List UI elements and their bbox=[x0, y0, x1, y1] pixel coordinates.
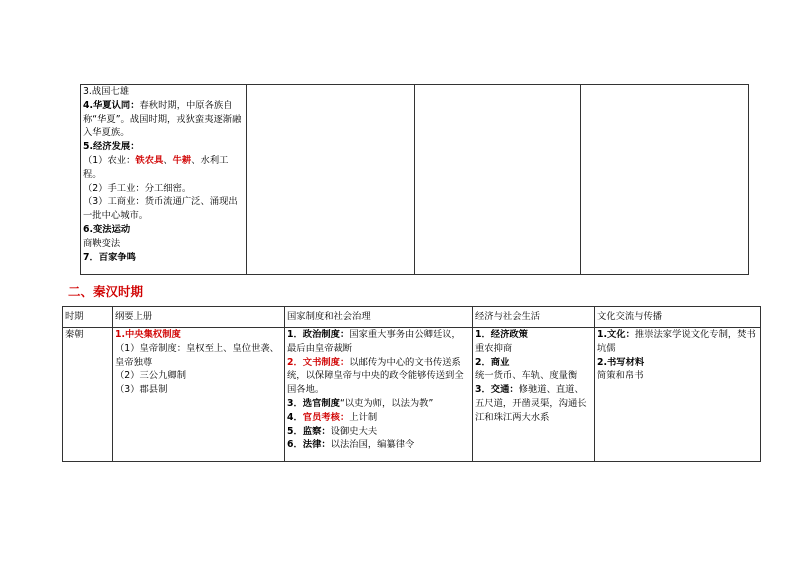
governance-cell bbox=[285, 328, 473, 462]
empty-cell-4 bbox=[581, 85, 749, 275]
header-period: 时期 bbox=[63, 307, 113, 328]
economy-heading: 5.经济发展： bbox=[83, 141, 140, 153]
prefecture-county-line: （3）郡县制 bbox=[115, 384, 168, 396]
commerce-line: （3）工商业：货币流通广泛、涌现出一批中心城市。 bbox=[83, 196, 238, 222]
three-ministers-line: （2）三公九卿制 bbox=[115, 370, 186, 382]
writing-material-text: 简策和帛书 bbox=[597, 370, 644, 382]
economic-policy-heading: 1．经济政策 bbox=[475, 329, 528, 340]
official-assessment-item: 4．官员考核：上计制 bbox=[287, 411, 378, 423]
supervision-item: 5．监察：设御史大夫 bbox=[287, 425, 378, 437]
central-power-heading: 1.中央集权制度 bbox=[115, 329, 181, 340]
empty-cell-2 bbox=[247, 85, 415, 275]
handicraft-line: （2）手工业：分工细密。 bbox=[83, 182, 192, 194]
economy-cell bbox=[473, 328, 595, 462]
law-item: 6．法律：以法治国，编纂律令 bbox=[287, 439, 415, 451]
empty-cell-3 bbox=[415, 85, 581, 275]
seven-powers-line: 3.战国七雄 bbox=[83, 86, 130, 97]
header-governance: 国家制度和社会治理 bbox=[285, 307, 473, 328]
transport-item: 3．交通：修驰道、直道、五尺道，开凿灵渠，沟通长江和珠江两大水系 bbox=[475, 384, 587, 423]
document-system-item: 2．文书制度：以邮传为中心的文书传送系统，以保障皇帝与中央的政令能够传送到全国各地。 bbox=[287, 356, 464, 396]
culture-item: 1.文化：推崇法家学说文化专制，焚书坑儒 bbox=[597, 329, 756, 354]
header-economy: 经济与社会生活 bbox=[473, 307, 595, 328]
section-title: 二、秦汉时期 bbox=[68, 284, 144, 299]
qin-han-table bbox=[62, 306, 761, 462]
political-system-item: 1．政治制度：国家重大事务由公卿廷议，最后由皇帝裁断 bbox=[287, 329, 461, 354]
header-row bbox=[63, 307, 761, 328]
hundred-schools-line: 7．百家争鸣 bbox=[83, 251, 136, 263]
agriculture-line: （1）农业：铁农具、牛耕、水利工程。 bbox=[83, 154, 229, 180]
qin-row bbox=[63, 328, 761, 462]
emperor-system-line: （1）皇帝制度：皇权至上、皇位世袭、皇帝独尊 bbox=[115, 342, 279, 368]
commerce-text: 统一货币、车轨、度量衡 bbox=[475, 370, 578, 382]
reform-heading: 6.变法运动 bbox=[83, 223, 131, 235]
huaxia-identity-line: 4.华夏认同：春秋时期，中原各族自称“华夏”。战国时期，戎狄蛮夷逐渐融入华夏族。 bbox=[83, 99, 242, 139]
header-outline: 纲要上册 bbox=[113, 307, 285, 328]
outline-cell bbox=[113, 328, 285, 462]
period-cell: 秦朝 bbox=[63, 328, 113, 462]
official-selection-item: 3．选官制度“以吏为师，以法为教” bbox=[287, 397, 434, 409]
writing-material-heading: 2.书写材料 bbox=[597, 356, 645, 368]
culture-cell bbox=[595, 328, 761, 462]
prev-period-table bbox=[80, 84, 749, 275]
shang-yang-line: 商鞅变法 bbox=[83, 237, 121, 249]
commerce-heading: 2．商业 bbox=[475, 356, 510, 368]
warring-states-cell bbox=[81, 85, 247, 275]
economic-policy-text: 重农抑商 bbox=[475, 342, 513, 354]
header-culture: 文化交流与传播 bbox=[595, 307, 761, 328]
